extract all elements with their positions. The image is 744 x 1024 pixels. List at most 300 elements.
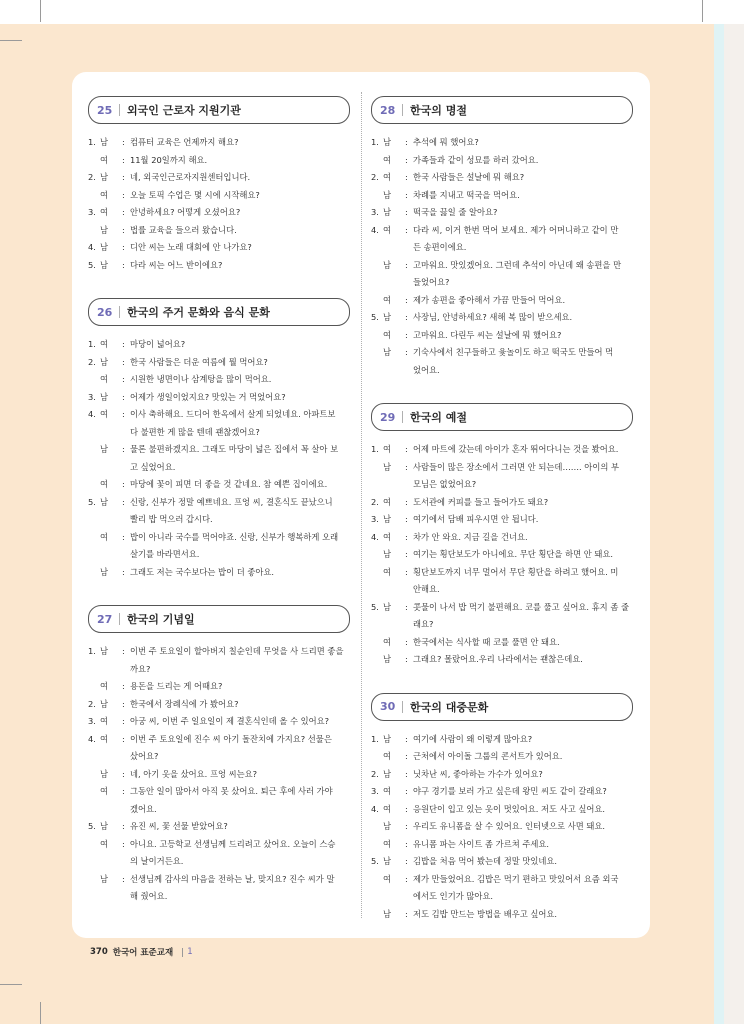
- dialogue-line: [88, 239, 350, 257]
- dialogue-line: [371, 818, 633, 836]
- dialogue-line: [88, 389, 350, 407]
- colon-separator: :: [405, 312, 408, 322]
- speaker: 여: [383, 294, 392, 305]
- dialogue-continuation: 샀어요?: [130, 751, 159, 761]
- dialogue-line: [371, 222, 633, 240]
- speaker: 여: [383, 444, 392, 454]
- dialogue-continuation: 빨리 밥 먹으러 갑시다.: [130, 514, 213, 524]
- speaker: 여: [100, 154, 109, 165]
- section-header-divider: [402, 104, 403, 116]
- colon-separator: :: [122, 716, 125, 726]
- speaker: 남: [383, 601, 392, 612]
- colon-separator: :: [405, 329, 408, 340]
- item-number: 2.: [371, 496, 379, 507]
- item-number: [371, 459, 383, 477]
- dialogue-line: [371, 564, 633, 582]
- speaker: 여: [383, 329, 392, 340]
- speaker: 남: [383, 549, 392, 559]
- colon-separator: :: [405, 654, 408, 664]
- speaker: 여: [383, 786, 392, 796]
- item-number: 2.: [88, 356, 96, 367]
- dialogue-text: 밥이 아니라 국수를 먹어야죠. 신랑, 신부가 행복하게 오래: [130, 531, 339, 542]
- dialogue-line: [88, 222, 350, 240]
- section-number: 28: [380, 103, 396, 117]
- colon-separator: :: [405, 566, 408, 577]
- section: [88, 605, 350, 906]
- colon-separator: :: [405, 821, 408, 831]
- dialogue-text: 응원단이 입고 있는 옷이 멋있어요. 저도 사고 싶어요.: [413, 803, 606, 814]
- item-number: [88, 152, 100, 170]
- dialogue-line: [371, 546, 633, 564]
- colon-separator: :: [122, 189, 125, 200]
- item-number: [88, 371, 100, 389]
- item-number: [88, 766, 100, 784]
- item-number: [371, 257, 383, 275]
- item-number: [371, 344, 383, 362]
- item-number: 5.: [88, 259, 96, 270]
- speaker: 여: [383, 496, 392, 507]
- colon-separator: :: [405, 549, 408, 559]
- colon-separator: :: [122, 374, 125, 384]
- dialogue-continuation: 에서도 인기가 많아요.: [413, 891, 494, 901]
- dialogue-text: 시원한 냉면이나 삼계탕을 많이 먹어요.: [130, 374, 272, 384]
- dialogue-continuation: 래요?: [413, 619, 434, 629]
- colon-separator: :: [122, 444, 125, 454]
- dialogue-line: [88, 204, 350, 222]
- footer-separator: [182, 948, 183, 957]
- dialogue-text: 어제 마트에 갔는데 아이가 혼자 뛰어다니는 것을 봤어요.: [413, 444, 619, 454]
- dialogue-line: [371, 134, 633, 152]
- item-number: [371, 292, 383, 310]
- speaker: 남: [100, 242, 109, 252]
- dialogue-text: 오늘 토픽 수업은 몇 시에 시작해요?: [130, 189, 260, 200]
- dialogue-text: 사람들이 많은 장소에서 그러면 안 되는데……. 아이의 부: [413, 461, 620, 472]
- dialogue-text: 닛차난 씨, 좋아하는 가수가 있어요?: [413, 768, 543, 779]
- section-header: [371, 693, 633, 721]
- speaker: 여: [100, 409, 109, 419]
- speaker: 여: [100, 838, 109, 849]
- dialogue-text: 물론 불편하겠지요. 그래도 마당이 넓은 집에서 꼭 살아 보: [130, 444, 339, 454]
- speaker: 여: [100, 531, 109, 542]
- item-number: 4.: [88, 242, 96, 252]
- colon-separator: :: [122, 646, 125, 656]
- top-margin: [0, 0, 744, 24]
- speaker: 남: [383, 189, 392, 200]
- dialogue-text: 사장님, 안녕하세요? 새해 복 많이 받으세요.: [413, 312, 573, 322]
- speaker: 여: [383, 803, 392, 814]
- speaker: 남: [383, 347, 392, 357]
- speaker: 남: [383, 856, 392, 866]
- dialogue-text: 다라 씨, 이거 한번 먹어 보세요. 제가 어머니하고 같이 만: [413, 224, 619, 235]
- dialogue-continuation: 든 송편이에요.: [413, 242, 467, 252]
- item-number: 3.: [371, 514, 379, 524]
- section-number: 29: [380, 410, 396, 424]
- colon-separator: :: [405, 873, 408, 884]
- speaker: 남: [100, 821, 109, 831]
- speaker: 남: [100, 873, 109, 884]
- speaker: 남: [100, 698, 109, 709]
- speaker: 남: [100, 356, 109, 367]
- item-number: 5.: [371, 601, 379, 612]
- item-number: [88, 222, 100, 240]
- dialogue-text: 네, 아기 옷을 샀어요. 프엉 씨는요?: [130, 768, 258, 779]
- colon-separator: :: [122, 786, 125, 796]
- colon-separator: :: [405, 189, 408, 200]
- speaker: 여: [100, 479, 109, 489]
- dialogue-text: 한국 사람들은 설날에 뭐 해요?: [413, 172, 525, 182]
- speaker: 여: [383, 566, 392, 577]
- section-header: [371, 96, 633, 124]
- dialogue-line: [371, 801, 633, 819]
- dialogue-line: [371, 766, 633, 784]
- dialogue-continuation: 안해요.: [413, 584, 440, 594]
- item-number: 1.: [371, 137, 379, 147]
- dialogue-text: 여기에서 담배 피우시면 안 됩니다.: [413, 514, 539, 524]
- speaker: 여: [100, 786, 109, 796]
- section-number: 27: [97, 612, 113, 626]
- dialogue-line: [88, 134, 350, 152]
- dialogue-continuation: 다 불편한 게 많을 텐데 괜찮겠어요?: [130, 426, 260, 437]
- dialogue-continuation: 까요?: [130, 663, 151, 674]
- colon-separator: :: [405, 514, 408, 524]
- speaker: 여: [383, 838, 392, 849]
- dialogue-text: 근처에서 아이돌 그룹의 콘서트가 있어요.: [413, 751, 563, 761]
- item-number: 2.: [371, 172, 379, 182]
- dialogue-line: [371, 529, 633, 547]
- colon-separator: :: [122, 479, 125, 489]
- colon-separator: :: [122, 873, 125, 884]
- item-number: 1.: [88, 339, 96, 349]
- dialogue-text: 용돈을 드리는 게 어때요?: [130, 681, 223, 691]
- item-number: [371, 564, 383, 582]
- item-number: [88, 476, 100, 494]
- colon-separator: :: [405, 461, 408, 472]
- section-title: 한국의 예절: [410, 411, 467, 424]
- dialogue-line: [371, 459, 633, 477]
- item-number: [88, 564, 100, 582]
- item-number: [371, 327, 383, 345]
- dialogue-text: 마당이 넓어요?: [130, 339, 186, 349]
- dialogue-text: 안녕하세요? 어떻게 오셨어요?: [130, 207, 241, 217]
- dialogue-continuation: 겠어요.: [130, 803, 157, 814]
- page-number: 370: [90, 947, 108, 957]
- speaker: 남: [383, 259, 392, 270]
- dialogue-line: [88, 494, 350, 512]
- speaker: 남: [100, 768, 109, 779]
- speaker: 여: [100, 716, 109, 726]
- dialogue-text: 도서관에 커피를 들고 들어가도 돼요?: [413, 496, 549, 507]
- colon-separator: :: [405, 531, 408, 542]
- colon-separator: :: [405, 224, 408, 235]
- right-column: [371, 96, 633, 947]
- dialogue-text: 컴퓨터 교육은 언제까지 해요?: [130, 137, 239, 147]
- speaker: 여: [383, 154, 392, 165]
- speaker: 남: [383, 733, 392, 744]
- colon-separator: :: [405, 347, 408, 357]
- dialogue-text: 유진 씨, 꽃 선물 받았어요?: [130, 821, 228, 831]
- colon-separator: :: [405, 636, 408, 647]
- speaker: 남: [100, 391, 109, 402]
- colon-separator: :: [405, 172, 408, 182]
- item-number: 4.: [88, 409, 96, 419]
- item-number: [88, 529, 100, 547]
- speaker: 여: [100, 207, 109, 217]
- colon-separator: :: [405, 496, 408, 507]
- speaker: 남: [383, 514, 392, 524]
- volume-number: 1: [187, 947, 193, 957]
- item-number: 1.: [88, 137, 96, 147]
- dialogue-line: [371, 731, 633, 749]
- item-number: 2.: [88, 698, 96, 709]
- colon-separator: :: [122, 409, 125, 419]
- dialogue-line: [371, 836, 633, 854]
- item-number: 3.: [371, 786, 379, 796]
- speaker: 남: [100, 172, 109, 182]
- speaker: 남: [383, 207, 392, 217]
- dialogue-line: [371, 634, 633, 652]
- dialogue-line: [371, 906, 633, 924]
- speaker: 남: [383, 137, 392, 147]
- dialogue-text: 여기에 사람이 왜 이렇게 많아요?: [413, 733, 533, 744]
- speaker: 여: [383, 531, 392, 542]
- section: [371, 96, 633, 379]
- page-edge-accent: [714, 24, 724, 1024]
- speaker: 여: [100, 189, 109, 200]
- section-number: 26: [97, 305, 113, 319]
- dialogue-line: [88, 871, 350, 889]
- dialogue-text: 다라 씨는 어느 반이에요?: [130, 259, 223, 270]
- section-number: 25: [97, 103, 113, 117]
- crop-mark: [40, 1002, 41, 1024]
- item-number: 1.: [371, 733, 379, 744]
- colon-separator: :: [405, 259, 408, 270]
- speaker: 남: [100, 566, 109, 577]
- item-number: 5.: [371, 312, 379, 322]
- column-divider: [361, 92, 362, 918]
- item-number: 4.: [88, 733, 96, 744]
- item-number: [371, 836, 383, 854]
- speaker: 여: [100, 681, 109, 691]
- dialogue-continuation: 들었어요?: [413, 277, 450, 287]
- item-number: [88, 441, 100, 459]
- item-number: [88, 783, 100, 801]
- dialogue-text: 제가 만들었어요. 김밥은 먹기 편하고 맛있어서 요즘 외국: [413, 873, 619, 884]
- speaker: 남: [100, 646, 109, 656]
- item-number: [371, 152, 383, 170]
- section: [88, 96, 350, 274]
- dialogue-text: 여기는 횡단보도가 아니에요. 무단 횡단을 하면 안 돼요.: [413, 549, 614, 559]
- dialogue-line: [88, 257, 350, 275]
- colon-separator: :: [122, 356, 125, 367]
- item-number: [371, 871, 383, 889]
- dialogue-line: [371, 169, 633, 187]
- dialogue-line: [371, 441, 633, 459]
- dialogue-text: 아니요. 고등학교 선생님께 드리려고 샀어요. 오늘이 스승: [130, 838, 336, 849]
- dialogue-line: [371, 494, 633, 512]
- section-title: 한국의 대중문화: [410, 700, 489, 714]
- dialogue-line: [371, 853, 633, 871]
- dialogue-continuation: 모님은 없었어요?: [413, 479, 477, 489]
- dialogue-text: 횡단보도까지 너무 멀어서 무단 횡단을 하려고 했어요. 미: [413, 566, 619, 577]
- colon-separator: :: [405, 786, 408, 796]
- dialogue-text: 김밥을 처음 먹어 봤는데 정말 맛있네요.: [413, 856, 558, 866]
- item-number: [371, 906, 383, 924]
- dialogue-continuation: 었어요.: [413, 364, 440, 375]
- dialogue-continuation: 고 싶었어요.: [130, 461, 176, 472]
- section-header: [88, 298, 350, 326]
- dialogue-text: 법률 교육을 들으러 왔습니다.: [130, 224, 237, 235]
- dialogue-line: [88, 371, 350, 389]
- dialogue-line: [371, 152, 633, 170]
- speaker: 남: [100, 444, 109, 454]
- item-number: 5.: [88, 821, 96, 831]
- item-number: [371, 546, 383, 564]
- colon-separator: :: [405, 137, 408, 147]
- dialogue-continuation: 살기를 바라면서요.: [130, 549, 200, 559]
- dialogue-line: [88, 731, 350, 749]
- speaker: 남: [100, 224, 109, 235]
- item-number: 2.: [371, 768, 379, 779]
- dialogue-line: [88, 476, 350, 494]
- dialogue-line: [88, 678, 350, 696]
- dialogue-text: 선생님께 감사의 마음을 전하는 날, 맞지요? 진수 씨가 말: [130, 873, 335, 884]
- dialogue-text: 고마워요. 다린두 씨는 설날에 뭐 했어요?: [413, 329, 562, 340]
- section-header: [88, 96, 350, 124]
- left-column: [88, 96, 350, 930]
- colon-separator: :: [122, 154, 125, 165]
- section-header-divider: [402, 411, 403, 423]
- item-number: [371, 651, 383, 669]
- item-number: 4.: [371, 803, 379, 814]
- page-footer: [90, 946, 193, 958]
- item-number: [88, 678, 100, 696]
- crop-mark: [40, 0, 41, 22]
- dialogue-line: [88, 713, 350, 731]
- dialogue-text: 이번 주 토요일에 진수 씨 아기 돌잔치에 가지요? 선물은: [130, 733, 332, 744]
- section: [371, 403, 633, 669]
- item-number: 3.: [88, 207, 96, 217]
- dialogue-text: 떡국을 끓일 줄 알아요?: [413, 207, 498, 217]
- colon-separator: :: [405, 601, 408, 612]
- dialogue-text: 제가 송편을 좋아해서 가끔 만들어 먹어요.: [413, 294, 566, 305]
- item-number: [371, 187, 383, 205]
- colon-separator: :: [405, 803, 408, 814]
- dialogue-line: [88, 441, 350, 459]
- dialogue-text: 한국 사람들은 더운 여름에 뭘 먹어요?: [130, 356, 268, 367]
- colon-separator: :: [122, 733, 125, 744]
- crop-mark: [0, 984, 22, 985]
- speaker: 남: [383, 312, 392, 322]
- item-number: [88, 836, 100, 854]
- colon-separator: :: [405, 838, 408, 849]
- item-number: 5.: [371, 856, 379, 866]
- dialogue-line: [88, 818, 350, 836]
- dialogue-text: 신랑, 신부가 정말 예쁘네요. 프엉 씨, 결혼식도 끝났으니: [130, 496, 333, 507]
- dialogue-text: 11월 20일까지 해요.: [130, 154, 208, 165]
- dialogue-line: [88, 643, 350, 661]
- section-title: 외국인 근로자 지원기관: [127, 104, 241, 117]
- crop-mark: [0, 40, 22, 41]
- item-number: [371, 818, 383, 836]
- dialogue-line: [371, 871, 633, 889]
- colon-separator: :: [122, 768, 125, 779]
- dialogue-line: [371, 748, 633, 766]
- dialogue-text: 가족들과 같이 성묘를 하러 갔어요.: [413, 154, 539, 165]
- dialogue-text: 우리도 유니폼을 살 수 있어요. 인터넷으로 사면 돼요.: [413, 821, 606, 831]
- dialogue-text: 추석에 뭐 했어요?: [413, 137, 479, 147]
- speaker: 여: [383, 224, 392, 235]
- dialogue-line: [88, 783, 350, 801]
- colon-separator: :: [405, 444, 408, 454]
- dialogue-continuation: 의 날이거든요.: [130, 856, 184, 866]
- speaker: 여: [383, 172, 392, 182]
- dialogue-text: 마당에 꽃이 피면 더 좋을 것 같네요. 참 예쁜 집이에요.: [130, 479, 328, 489]
- colon-separator: :: [122, 496, 125, 507]
- colon-separator: :: [405, 733, 408, 744]
- dialogue-text: 아궁 씨, 이번 주 일요일이 제 결혼식인데 올 수 있어요?: [130, 716, 330, 726]
- item-number: 2.: [88, 172, 96, 182]
- dialogue-text: 네, 외국인근로자지원센터입니다.: [130, 172, 251, 182]
- colon-separator: :: [122, 172, 125, 182]
- dialogue-line: [371, 257, 633, 275]
- section-header-divider: [119, 613, 120, 625]
- colon-separator: :: [405, 207, 408, 217]
- dialogue-text: 차가 안 와요. 지금 길을 건너요.: [413, 531, 528, 542]
- dialogue-text: 그래도 저는 국수보다는 밥이 더 좋아요.: [130, 566, 275, 577]
- section-header: [88, 605, 350, 633]
- colon-separator: :: [405, 751, 408, 761]
- dialogue-text: 한국에서 장례식에 가 봤어요?: [130, 698, 239, 709]
- speaker: 여: [383, 873, 392, 884]
- dialogue-text: 고마워요. 맛있겠어요. 그런데 추석이 아닌데 왜 송편을 만: [413, 259, 622, 270]
- speaker: 여: [100, 733, 109, 744]
- dialogue-line: [88, 169, 350, 187]
- colon-separator: :: [122, 224, 125, 235]
- colon-separator: :: [122, 531, 125, 542]
- dialogue-line: [88, 336, 350, 354]
- speaker: 남: [100, 259, 109, 270]
- section-header-divider: [402, 701, 403, 713]
- dialogue-line: [88, 529, 350, 547]
- item-number: 1.: [88, 646, 96, 656]
- dialogue-line: [88, 406, 350, 424]
- item-number: 3.: [88, 716, 96, 726]
- dialogue-line: [371, 292, 633, 310]
- section-title: 한국의 명절: [410, 104, 467, 117]
- dialogue-text: 그래요? 몰랐어요.우리 나라에서는 괜찮은데요.: [413, 654, 583, 664]
- colon-separator: :: [405, 294, 408, 305]
- dialogue-line: [371, 599, 633, 617]
- colon-separator: :: [122, 137, 125, 147]
- section-header: [371, 403, 633, 431]
- speaker: 남: [383, 461, 392, 472]
- section-header-divider: [119, 104, 120, 116]
- dialogue-text: 유니폼 파는 사이트 좀 가르쳐 주세요.: [413, 838, 550, 849]
- item-number: [371, 748, 383, 766]
- dialogue-text: 그동안 일이 많아서 아직 못 샀어요. 퇴근 후에 사러 가야: [130, 786, 333, 796]
- dialogue-continuation: 해 줬어요.: [130, 891, 168, 901]
- dialogue-text: 저도 김밥 만드는 방법을 배우고 싶어요.: [413, 908, 558, 919]
- dialogue-line: [371, 344, 633, 362]
- colon-separator: :: [122, 391, 125, 402]
- dialogue-line: [371, 783, 633, 801]
- dialogue-line: [371, 309, 633, 327]
- colon-separator: :: [405, 856, 408, 866]
- speaker: 남: [383, 654, 392, 664]
- book-title: 한국어 표준교재: [112, 948, 174, 958]
- colon-separator: :: [122, 821, 125, 831]
- dialogue-text: 한국에서는 식사할 때 코를 풀면 안 돼요.: [413, 636, 560, 647]
